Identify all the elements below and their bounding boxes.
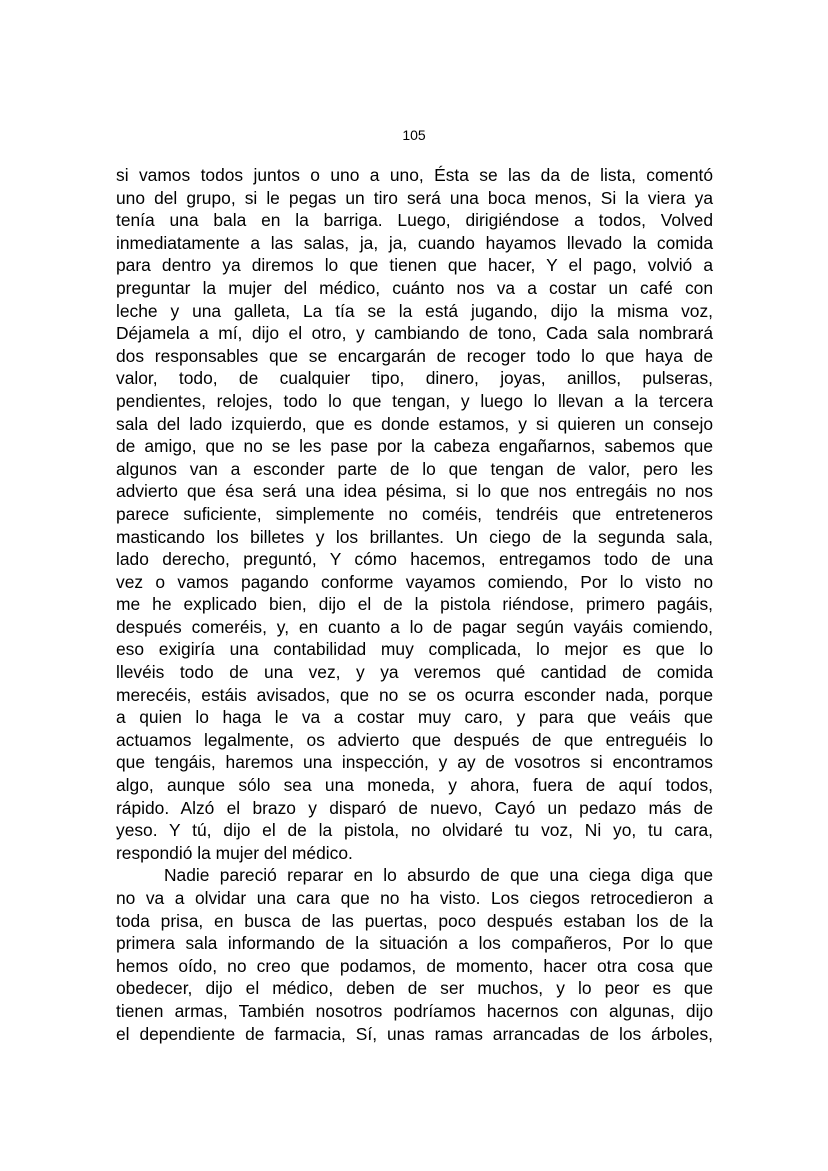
text-line: algo, aunque sólo sea una moneda, y ahora, fuera de aquí todos, [116, 775, 713, 796]
text-line: respondió la mujer del médico. [116, 842, 353, 863]
text-line: Déjamela a mí, dijo el otro, y cambiando de tono, Cada sala nombrará [116, 323, 713, 344]
text-line: leche y una galleta, La tía se la está jugando, dijo la misma voz, [116, 300, 713, 321]
text-line: parece suficiente, simplemente no coméis, tendréis que entreteneros [116, 503, 713, 524]
text-line: eso exigiría una contabilidad muy complicada, lo mejor es que lo [116, 639, 713, 660]
text-line: el dependiente de farmacia, Sí, unas ramas arrancadas de los árboles, [116, 1023, 713, 1044]
text-line: me he explicado bien, dijo el de la pistola riéndose, primero pagáis, [116, 594, 713, 615]
text-line: uno del grupo, si le pegas un tiro será una boca menos, Si la viera ya [116, 187, 713, 208]
text-line: rápido. Alzó el brazo y disparó de nuevo, Cayó un pedazo más de [116, 797, 713, 818]
text-line: inmediatamente a las salas, ja, ja, cuando hayamos llevado la comida [116, 232, 713, 253]
text-line: lado derecho, preguntó, Y cómo hacemos, entregamos todo de una [116, 549, 713, 570]
paragraph-first-line: Nadie pareció reparar en lo absurdo de que una ciega diga que [164, 865, 713, 886]
text-line: llevéis todo de una vez, y ya veremos qué cantidad de comida [116, 662, 713, 683]
text-line: masticando los billetes y los brillantes. Un ciego de la segunda sala, [116, 526, 713, 547]
text-line: no va a olvidar una cara que no ha visto. Los ciegos retrocedieron a [116, 888, 713, 908]
text-line: para dentro ya diremos lo que tienen que hacer, Y el pago, volvió a [116, 255, 713, 276]
text-line: preguntar la mujer del médico, cuánto nos va a costar un café con [116, 277, 713, 298]
text-line: hemos oído, no creo que podamos, de momento, hacer otra cosa que [116, 955, 713, 976]
text-line: a quien lo haga le va a costar muy caro, y para que veáis que [116, 707, 713, 728]
text-line: después comeréis, y, en cuanto a lo de pagar según vayáis comiendo, [116, 616, 713, 637]
text-line: pendientes, relojes, todo lo que tengan, y luego lo llevan a la tercera [116, 390, 713, 411]
text-line: obedecer, dijo el médico, deben de ser muchos, y lo peor es que [116, 978, 713, 999]
text-line: tenía una bala en la barriga. Luego, dirigiéndose a todos, Volved [116, 210, 713, 231]
text-line: actuamos legalmente, os advierto que después de que entreguéis lo [116, 729, 713, 750]
text-line: valor, todo, de cualquier tipo, dinero, joyas, anillos, pulseras, [116, 368, 713, 389]
text-line: dos responsables que se encargarán de recoger todo lo que haya de [116, 345, 713, 366]
page-number: 105 [402, 127, 426, 143]
text-line: vez o vamos pagando conforme vayamos comiendo, Por lo visto no [116, 571, 713, 592]
text-line: sala del lado izquierdo, que es donde estamos, y si quieren un consejo [116, 413, 713, 434]
text-line: tienen armas, También nosotros podríamos hacernos con algunas, dijo [116, 1000, 713, 1021]
text-line: primera sala informando de la situación a los compañeros, Por lo que [116, 933, 713, 954]
body-text [116, 164, 713, 1045]
text-line: yeso. Y tú, dijo el de la pistola, no olvidaré tu voz, Ni yo, tu cara, [116, 820, 713, 841]
text-line: si vamos todos juntos o uno a uno, Ésta se las da de lista, comentó [116, 165, 713, 185]
text-line: algunos van a esconder parte de lo que tengan de valor, pero les [116, 458, 713, 479]
text-line: toda prisa, en busca de las puertas, poco después estaban los de la [116, 910, 713, 931]
text-line: advierto que ésa será una idea pésima, si lo que nos entregáis no nos [116, 481, 713, 502]
text-line: que tengáis, haremos una inspección, y ay de vosotros si encontramos [116, 752, 713, 773]
text-line: de amigo, que no se les pase por la cabeza engañarnos, sabemos que [116, 436, 713, 457]
text-line: merecéis, estáis avisados, que no se os ocurra esconder nada, porque [116, 684, 713, 705]
